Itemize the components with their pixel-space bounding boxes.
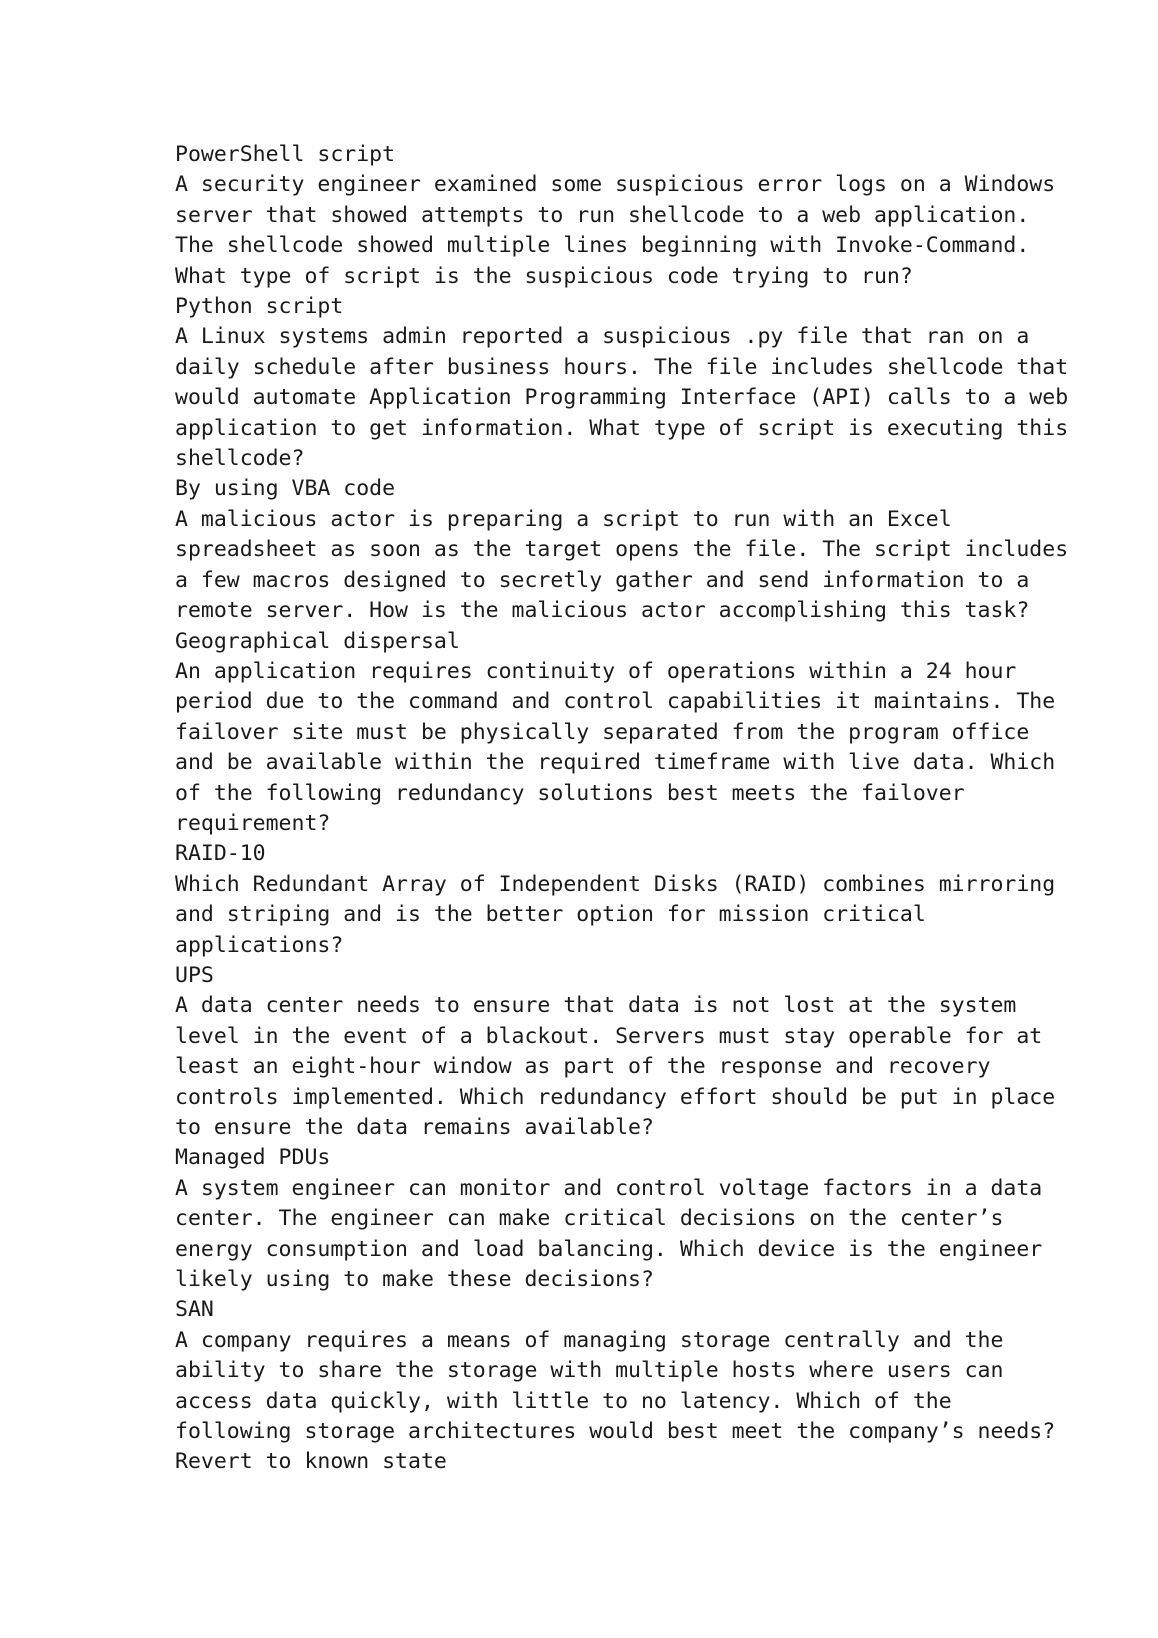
text-line: RAID-10 xyxy=(175,841,266,867)
text-line: What type of script is the suspicious code trying to run? xyxy=(175,263,913,289)
text-line: A Linux systems admin reported a suspicious .py file that ran on a xyxy=(175,324,1030,350)
text-line: following storage architectures would best meet the company’s needs? xyxy=(175,1419,1056,1445)
text-line: spreadsheet as soon as the target opens the file. The script includes xyxy=(175,537,1069,563)
text-line: failover site must be physically separated from the program office xyxy=(175,719,1030,745)
text-line: A company requires a means of managing storage centrally and the xyxy=(175,1327,1004,1353)
text-line: UPS xyxy=(175,962,214,988)
text-line: Geographical dispersal xyxy=(175,628,460,654)
text-line: a few macros designed to secretly gather and send information to a xyxy=(175,567,1030,593)
text-line: level in the event of a blackout. Servers must stay operable for at xyxy=(175,1023,1043,1049)
text-line: The shellcode showed multiple lines beginning with Invoke-Command. xyxy=(175,233,1030,259)
text-line: energy consumption and load balancing. Which device is the engineer xyxy=(175,1236,1043,1262)
text-line: access data quickly, with little to no latency. Which of the xyxy=(175,1388,952,1414)
text-line: Python script xyxy=(175,294,344,320)
text-line: period due to the command and control capabilities it maintains. The xyxy=(175,689,1056,715)
text-line: requirement? xyxy=(175,810,331,836)
text-line: A security engineer examined some suspicious error logs on a Windows xyxy=(175,172,1056,198)
text-line: to ensure the data remains available? xyxy=(175,1115,654,1140)
text-line: application to get information. What type of script is executing this xyxy=(175,415,1069,441)
text-line: and be available within the required timeframe with live data. Which xyxy=(175,750,1056,776)
text-line: center. The engineer can make critical decisions on the center’s xyxy=(175,1206,1004,1232)
text-line: A malicious actor is preparing a script to run with an Excel xyxy=(175,506,952,532)
text-line: remote server. How is the malicious actor accomplishing this task? xyxy=(175,598,1030,624)
text-line: likely using to make these decisions? xyxy=(175,1267,654,1293)
text-line: Revert to known state xyxy=(175,1449,447,1475)
text-line: Managed PDUs xyxy=(175,1145,331,1171)
text-line: controls implemented. Which redundancy effort should be put in place xyxy=(175,1084,1056,1110)
text-line: Which Redundant Array of Independent Disks (RAID) combines mirroring xyxy=(175,871,1056,897)
text-line: and striping and is the better option for mission critical xyxy=(175,902,926,928)
text-line: A data center needs to ensure that data is not lost at the system xyxy=(175,993,1017,1019)
text-line: SAN xyxy=(175,1297,214,1323)
text-line: shellcode? xyxy=(175,446,305,472)
text-line: applications? xyxy=(175,932,344,958)
text-line: A system engineer can monitor and control voltage factors in a data xyxy=(175,1175,1043,1201)
text-line: daily schedule after business hours. The file includes shellcode that xyxy=(175,354,1069,380)
text-line: An application requires continuity of operations within a 24 hour xyxy=(175,658,1017,684)
text-line: server that showed attempts to run shellcode to a web application. xyxy=(175,202,1030,228)
text-line: of the following redundancy solutions best meets the failover xyxy=(175,780,965,806)
text-line: least an eight-hour window as part of the response and recovery xyxy=(175,1054,991,1080)
text-line: ability to share the storage with multiple hosts where users can xyxy=(175,1358,1004,1384)
text-line: PowerShell script xyxy=(175,142,396,167)
document-body xyxy=(175,140,1069,1478)
text-line: would automate Application Programming Interface (API) calls to a web xyxy=(175,385,1069,411)
text-line: By using VBA code xyxy=(175,476,396,502)
